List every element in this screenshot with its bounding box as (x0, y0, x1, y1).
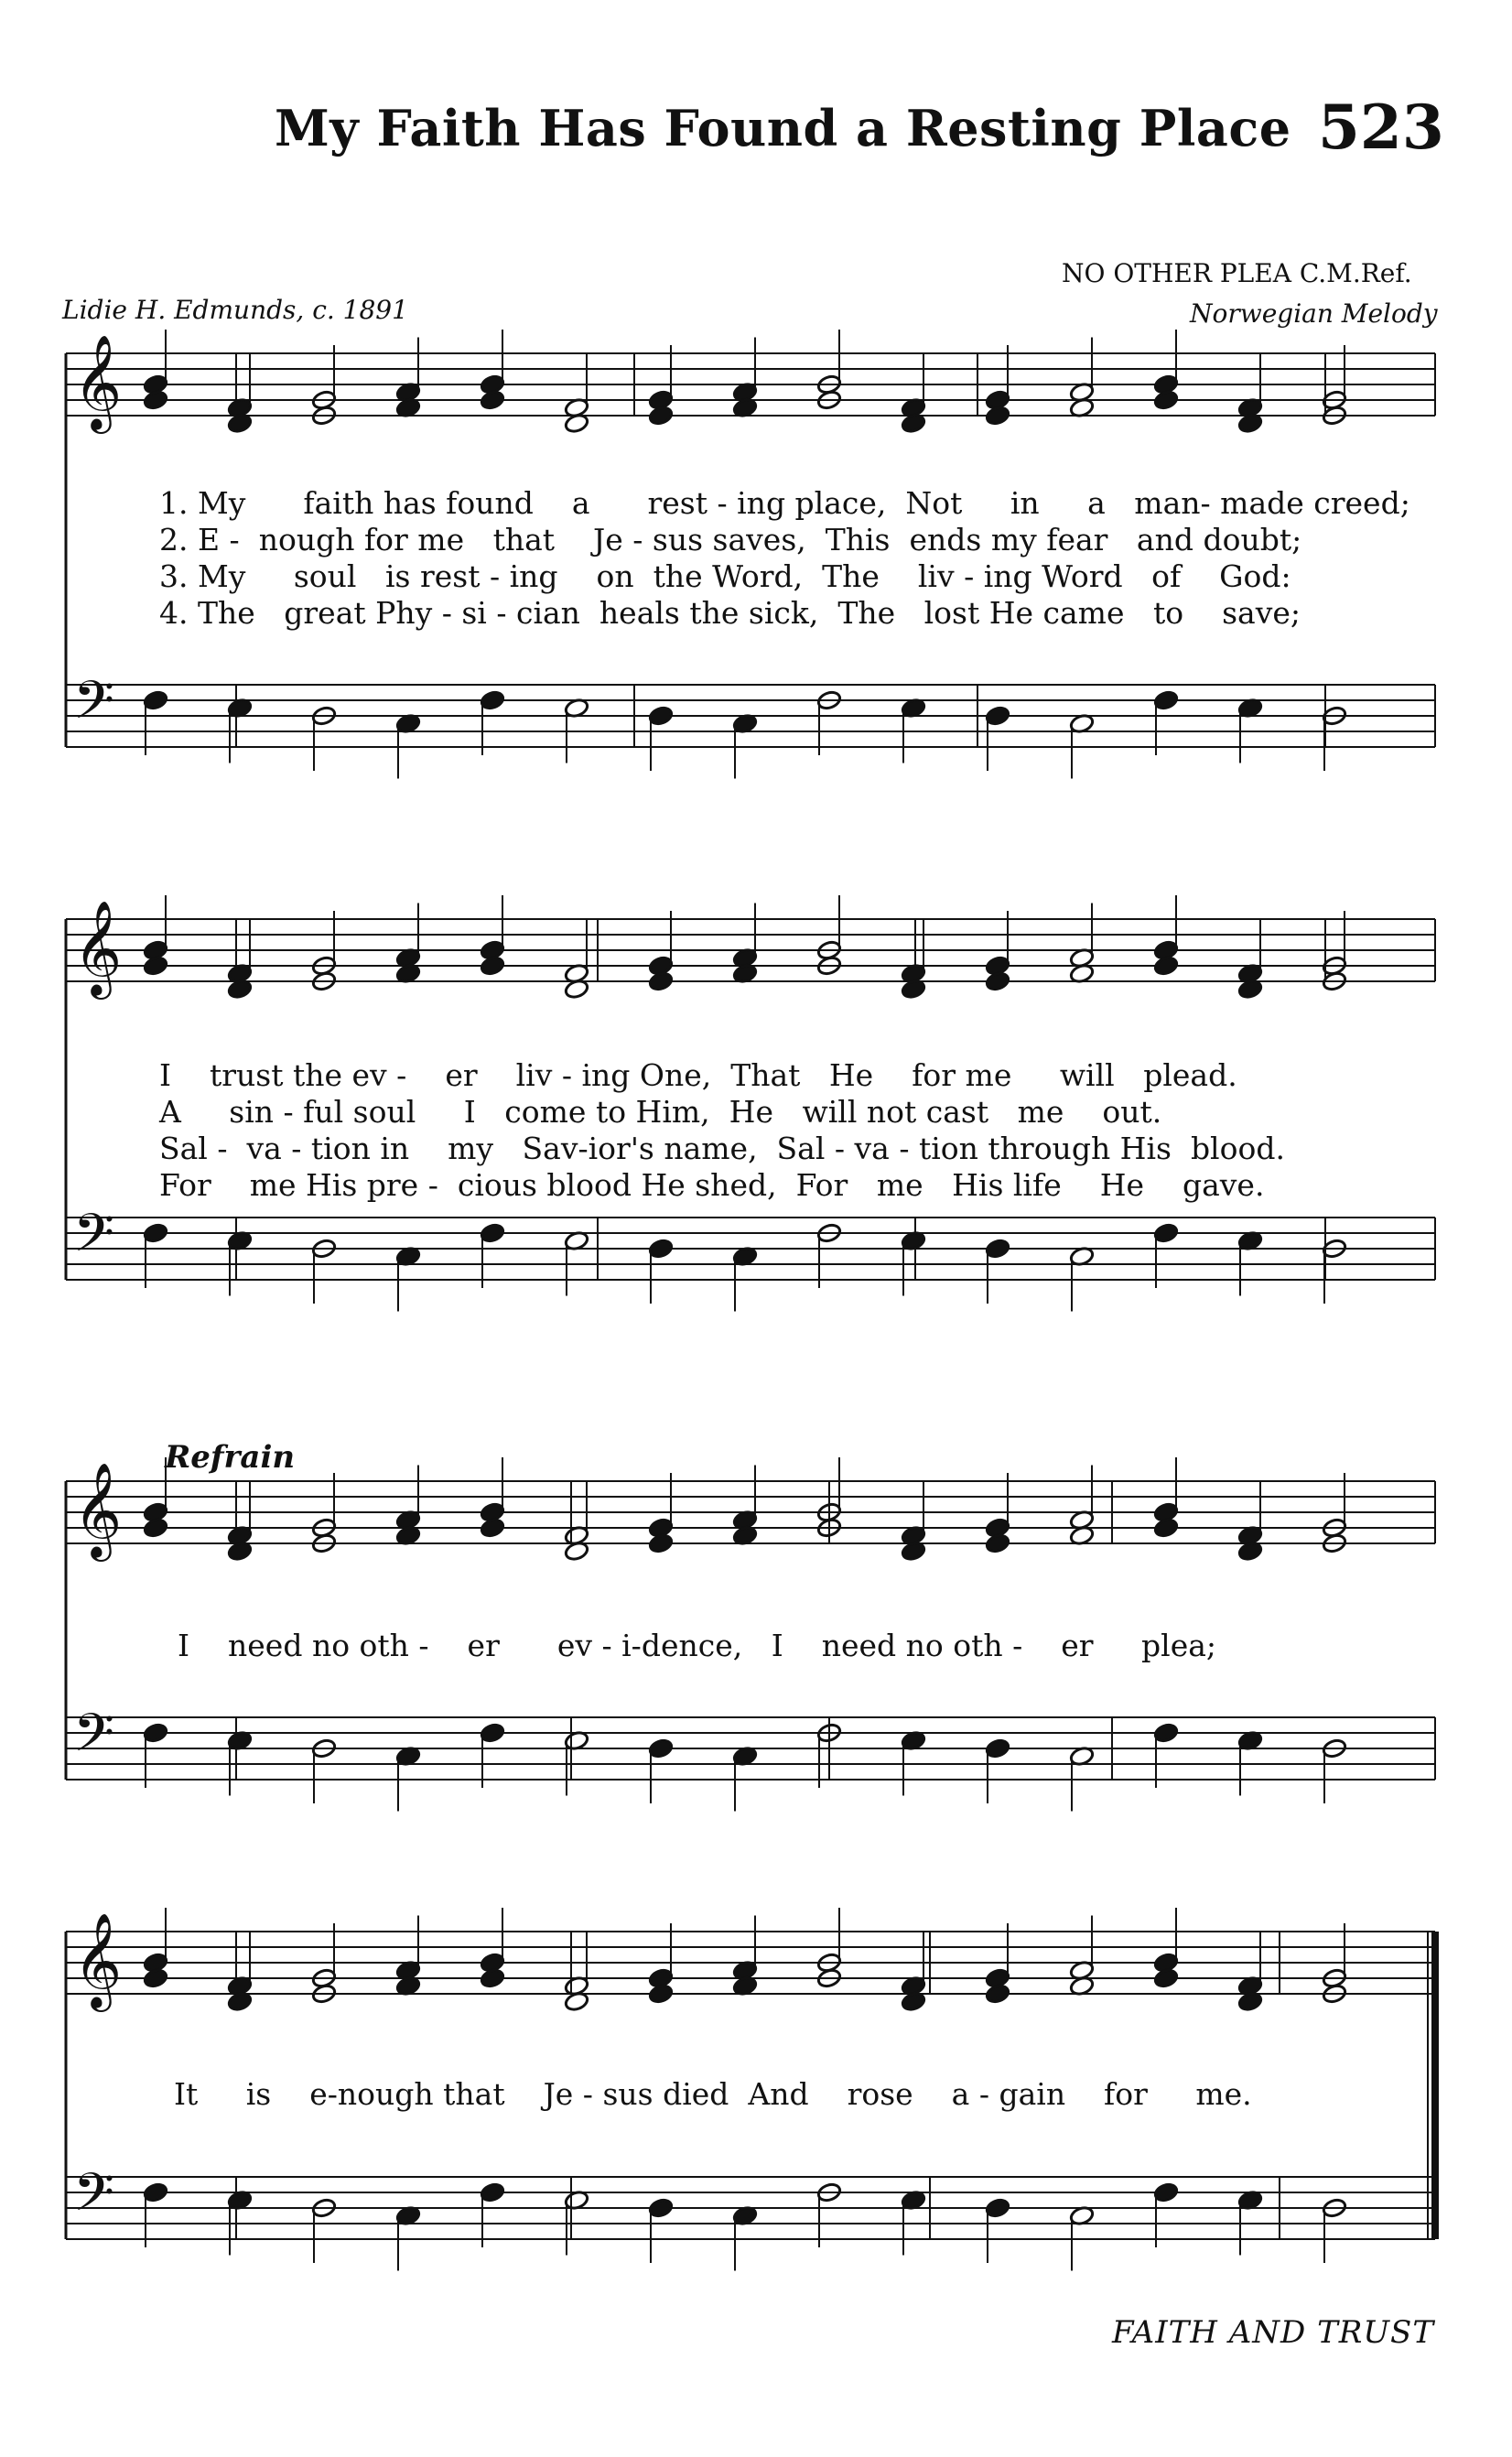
verse-1-line-2: I trust the ev - er liv - ing One, That He for me will plead. (159, 1057, 1237, 1093)
tune-name: NO OTHER PLEA C.M.Ref. (1062, 258, 1412, 288)
svg-text:𝄢: 𝄢 (73, 2161, 115, 2236)
svg-text:𝄢: 𝄢 (73, 1202, 115, 1277)
refrain-label: Refrain (165, 1439, 296, 1476)
refrain-line-2: It is e-nough that Je - sus died And rose a - gain for me. (174, 2076, 1252, 2112)
verse-2-line-1: 2. E - nough for me that Je - sus saves, This ends my fear and doubt; (159, 522, 1302, 557)
svg-text:𝄞: 𝄞 (73, 1462, 123, 1558)
hymn-number: 523 (1318, 92, 1444, 163)
svg-text:𝄞: 𝄞 (73, 1912, 123, 2008)
svg-text:𝄞: 𝄞 (73, 900, 123, 996)
verse-2-line-2: A sin - ful soul I come to Him, He will not cast me out. (159, 1094, 1162, 1130)
refrain-line-1: I need no oth - er ev - i-dence, I need no oth - er plea; (178, 1628, 1217, 1663)
verse-1-line-1: 1. My faith has found a rest - ing place, Not in a man- made creed; (159, 485, 1410, 521)
svg-text:𝄢: 𝄢 (73, 1702, 115, 1777)
author-credit: Lidie H. Edmunds, c. 1891 (62, 295, 408, 325)
svg-text:𝄞: 𝄞 (73, 334, 123, 430)
verse-4-line-2: For me His pre - cious blood He shed, For me His life He gave. (159, 1167, 1265, 1203)
hymn-title: My Faith Has Found a Resting Place (275, 99, 1291, 157)
svg-text:𝄢: 𝄢 (73, 669, 115, 744)
verse-3-line-1: 3. My soul is rest - ing on the Word, The liv - ing Word of God: (159, 558, 1291, 594)
category-footer: FAITH AND TRUST (1112, 2314, 1435, 2351)
composer-credit: Norwegian Melody (1190, 298, 1438, 329)
verse-3-line-2: Sal - va - tion in my Sav-ior's name, Sal - va - tion through His blood. (159, 1131, 1285, 1166)
verse-4-line-1: 4. The great Phy - si - cian heals the sick, The lost He came to save; (159, 595, 1301, 631)
